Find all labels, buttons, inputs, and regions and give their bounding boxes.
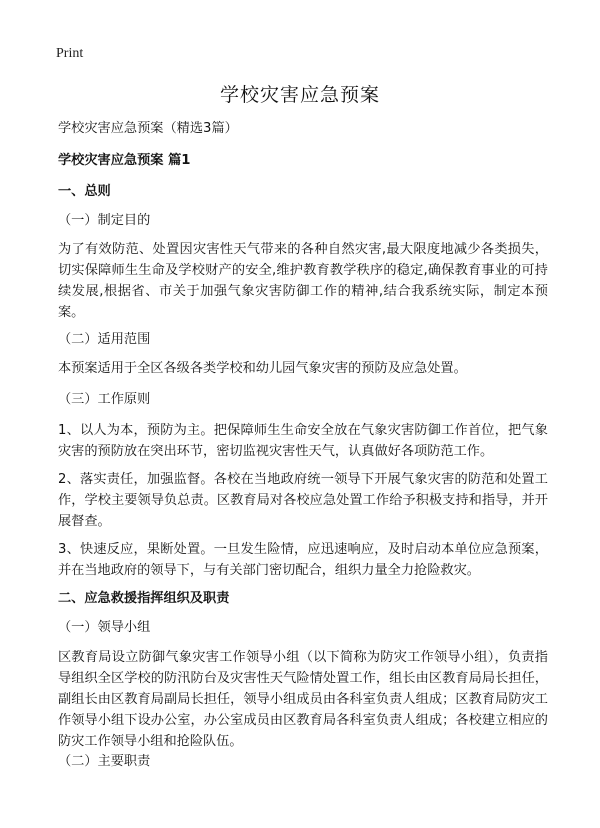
subsection-heading-duties: （二）主要职责 bbox=[58, 754, 151, 769]
subsection-heading-purpose: （一）制定目的 bbox=[58, 213, 151, 228]
principle-paragraph-3: 3、快速反应，果断处置。一旦发生险情，应迅速响应，及时启动本单位应急预案，并在当地政府的领导下，与有关部门密切配合，组织力量全力抢险救灾。 bbox=[58, 542, 548, 578]
section-heading-command: 二、应急救援指挥组织及职责 bbox=[58, 591, 230, 606]
print-label: Print bbox=[56, 46, 84, 61]
part-heading: 学校灾害应急预案 篇1 bbox=[58, 153, 191, 168]
document-title: 学校灾害应急预案 bbox=[219, 84, 380, 106]
subsection-heading-principles: （三）工作原则 bbox=[58, 392, 151, 407]
subsection-heading-leadership: （一）领导小组 bbox=[58, 620, 151, 635]
leadership-paragraph: 区教育局设立防御气象灾害工作领导小组（以下简称为防灾工作领导小组），负责指导组织全区学校的防汛防台及灾害性天气险情处置工作，组长由区教育局局长担任，副组长由区教育局副局长担任，领导小组成员由各科室负责人组成；区教育局防灾工作领导小组下设办公室，办公室成员由区教育局各科室负责人组成；各校建立相应的防灾工作领导小组和抢险队伍。 bbox=[58, 650, 548, 749]
scope-paragraph: 本预案适用于全区各级各类学校和幼儿园气象灾害的预防及应急处置。 bbox=[58, 361, 467, 376]
document-subtitle: 学校灾害应急预案（精选3篇） bbox=[58, 121, 238, 136]
section-heading-general: 一、总则 bbox=[58, 184, 111, 199]
subsection-heading-scope: （二）适用范围 bbox=[58, 332, 151, 347]
purpose-paragraph: 为了有效防范、处置因灾害性天气带来的各种自然灾害,最大限度地减少各类损失，切实保障师生生命及学校财产的安全,维护教育教学秩序的稳定,确保教育事业的可持续发展,根据省、市关于加强气象灾害防御工作的精神,结合我系统实际，制定本预案。 bbox=[58, 242, 548, 320]
principle-paragraph-1: 1、以人为本，预防为主。把保障师生生命安全放在气象灾害防御工作首位，把气象灾害的预防放在突出环节，密切监视灾害性天气，认真做好各项防范工作。 bbox=[58, 423, 548, 459]
principle-paragraph-2: 2、落实责任，加强监督。各校在当地政府统一领导下开展气象灾害的防范和处置工作，学校主要领导负总责。区教育局对各校应急处置工作给予积极支持和指导，并开展督查。 bbox=[58, 472, 548, 529]
